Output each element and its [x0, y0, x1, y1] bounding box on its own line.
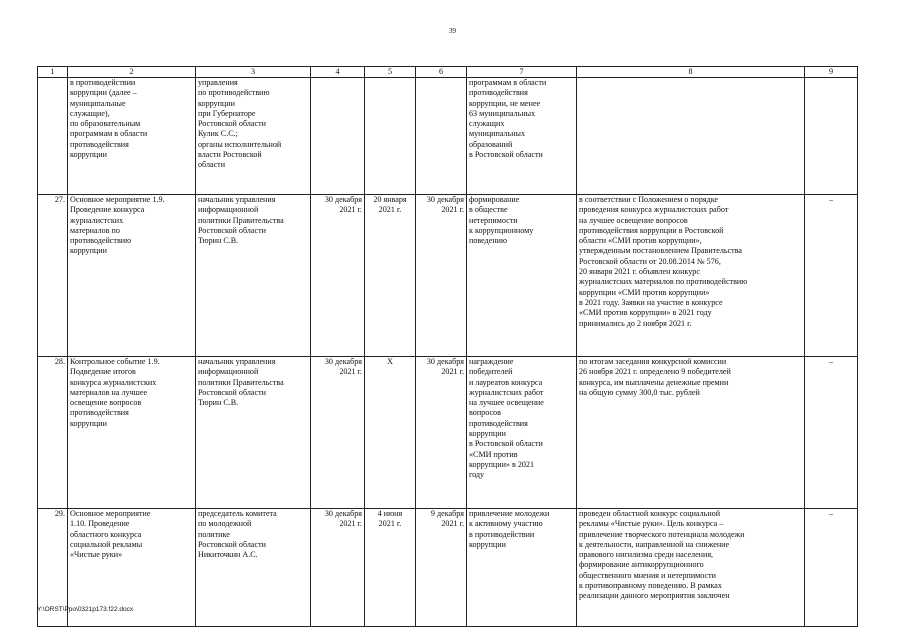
- table-cell-c2: [68, 195, 196, 357]
- cell-text-line: Х: [387, 357, 393, 366]
- cell-text-line: «СМИ против коррупции» в 2021 году: [579, 308, 712, 318]
- cell-text-line: в 2021 году. Заявки на участие в конкурсе: [579, 297, 723, 307]
- cell-text-line: к противоправному поведению. В рамках: [579, 581, 722, 591]
- cell-text-line: коррупции: [469, 539, 506, 549]
- cell-text-line: Ростовской области: [198, 387, 266, 397]
- cell-text-line: муниципальных: [469, 129, 526, 139]
- cell-text-line: политики Правительства: [198, 377, 284, 387]
- cell-text-line: 28.: [54, 357, 65, 366]
- table-row: [38, 357, 858, 509]
- table-cell-c1: [38, 195, 68, 357]
- cell-text-line: 29.: [54, 509, 65, 518]
- table-cell-c9: [805, 78, 858, 195]
- cell-text-line: Подведение итогов: [70, 367, 136, 377]
- cell-text-line: утвержденным постановлением Правительства: [579, 246, 743, 256]
- table-cell-c6: [416, 357, 467, 509]
- cell-text-line: в Ростовской области: [469, 150, 543, 160]
- table-cell-c6: [416, 195, 467, 357]
- cell-text-line: управления: [198, 78, 238, 87]
- cell-text-line: Основное мероприятие: [70, 509, 151, 518]
- cell-text-line: журналистских работ: [469, 387, 544, 397]
- cell-text-line: информационной: [198, 367, 259, 377]
- cell-text-line: Основное мероприятие 1.9.: [70, 195, 165, 204]
- header-row: [38, 67, 858, 78]
- cell-text-line: Ростовской области от 20.08.2014 № 576,: [579, 256, 721, 266]
- cell-text-line: привлечение творческого потенциала молодежи: [579, 529, 745, 539]
- cell-text-line: привлечение молодежи: [469, 509, 550, 518]
- header-cell: 5: [365, 67, 416, 78]
- cell-text-line: коррупции: [198, 98, 235, 108]
- cell-text-line: коррупции, не менее: [469, 98, 541, 108]
- cell-text-line: при Губернаторе: [198, 108, 256, 118]
- table-cell-c7: [467, 357, 577, 509]
- table-cell-c3: [196, 78, 311, 195]
- cell-text-line: в противодействии: [70, 78, 136, 87]
- cell-text-line: по противодействию: [198, 88, 270, 98]
- cell-text-line: 30 декабря: [324, 195, 362, 204]
- cell-text-line: конкурса журналистских: [70, 377, 157, 387]
- cell-text-line: на лучшее освещение вопросов: [579, 215, 688, 225]
- table-cell-c3: [196, 195, 311, 357]
- cell-text-line: области «СМИ против коррупции»,: [579, 236, 702, 246]
- cell-text-line: политике: [198, 529, 230, 539]
- cell-text-line: председатель комитета: [198, 509, 277, 518]
- cell-text-line: к деятельности, направленной на снижение: [579, 539, 730, 549]
- cell-text-line: к активному участию: [469, 519, 543, 529]
- cell-text-line: противодействия коррупции в Ростовской: [579, 225, 724, 235]
- footer-file-path: Y:\ORST\Ppo\0321p173.f22.docx: [37, 606, 134, 613]
- cell-text-line: противодействия: [469, 418, 528, 428]
- table-cell-c5: [365, 509, 416, 627]
- cell-text-line: 2021 г.: [441, 519, 464, 529]
- cell-text-line: победителей: [469, 367, 513, 377]
- cell-text-line: Тюрин С.В.: [198, 398, 239, 408]
- cell-text-line: 4 июня: [377, 509, 403, 518]
- cell-text-line: на общую сумму 300,0 тыс. рублей: [579, 387, 700, 397]
- cell-text-line: программам в области: [469, 78, 547, 87]
- cell-text-line: правового нигилизма среди населения,: [579, 550, 714, 560]
- cell-text-line: Никиточкин А.С.: [198, 550, 258, 560]
- cell-text-line: журналистских: [70, 215, 124, 225]
- cell-text-line: «СМИ против: [469, 449, 518, 459]
- cell-text-line: принимались до 2 ноября 2021 г.: [579, 318, 692, 328]
- cell-text-line: журналистских материалов по противодействию: [579, 277, 748, 287]
- header-cell: 1: [38, 67, 68, 78]
- report-table: [37, 66, 858, 627]
- table-cell-c4: [311, 509, 365, 627]
- cell-text-line: проведен областной конкурс социальной: [579, 509, 721, 518]
- cell-text-line: социальной рекламы: [70, 539, 143, 549]
- cell-text-line: Проведение конкурса: [70, 205, 145, 215]
- header-cell: 9: [805, 67, 858, 78]
- table-cell-c8: [577, 509, 805, 627]
- cell-text-line: муниципальные: [70, 98, 126, 108]
- cell-text-line: к коррупционному: [469, 225, 534, 235]
- cell-text-line: реализации данного мероприятия заключен: [579, 591, 730, 601]
- table-cell-c3: [196, 357, 311, 509]
- header-cell: 7: [467, 67, 577, 78]
- cell-text-line: 30 декабря: [324, 357, 362, 366]
- cell-text-line: противодействию: [70, 236, 132, 246]
- cell-text-line: 2021 г.: [378, 205, 402, 215]
- cell-text-line: рекламы «Чистые руки». Цель конкурса –: [579, 519, 724, 529]
- cell-text-line: 2021 г.: [378, 519, 402, 529]
- cell-text-line: коррупции «СМИ против коррупции»: [579, 287, 710, 297]
- table-cell-c9: [805, 509, 858, 627]
- table-row: [38, 509, 858, 627]
- table-row: [38, 78, 858, 195]
- table-cell-c8: [577, 357, 805, 509]
- cell-text-line: образований: [469, 139, 513, 149]
- cell-text-line: политики Правительства: [198, 215, 284, 225]
- cell-text-line: противодействия: [469, 88, 528, 98]
- cell-text-line: власти Ростовской: [198, 150, 262, 160]
- cell-text-line: по итогам заседания конкурсной комиссии: [579, 357, 727, 366]
- header-cell: 2: [68, 67, 196, 78]
- cell-text-line: 63 муниципальных: [469, 108, 536, 118]
- cell-text-line: начальник управления: [198, 195, 276, 204]
- cell-text-line: поведению: [469, 236, 508, 246]
- cell-text-line: освещение вопросов: [70, 398, 142, 408]
- cell-text-line: областного конкурса: [70, 529, 142, 539]
- cell-text-line: и лауреатов конкурса: [469, 377, 543, 387]
- cell-text-line: программам в области: [70, 129, 148, 139]
- cell-text-line: 30 декабря: [426, 195, 464, 204]
- cell-text-line: «Чистые руки»: [70, 550, 123, 560]
- cell-text-line: коррупции: [469, 429, 506, 439]
- table-cell-c8: [577, 78, 805, 195]
- page-number: 39: [449, 27, 456, 35]
- table-cell-c4: [311, 195, 365, 357]
- cell-text-line: нетерпимости: [469, 215, 518, 225]
- table-cell-c7: [467, 509, 577, 627]
- header-cell: 6: [416, 67, 467, 78]
- header-cell: 4: [311, 67, 365, 78]
- cell-text-line: коррупции: [70, 246, 107, 256]
- table-cell-c1: [38, 357, 68, 509]
- cell-text-line: области: [198, 160, 226, 170]
- table-cell-c9: [805, 195, 858, 357]
- table-cell-c6: [416, 509, 467, 627]
- cell-text-line: Контрольное событие 1.9.: [70, 357, 160, 366]
- cell-text-line: в Ростовской области: [469, 439, 543, 449]
- cell-text-line: формирование антикоррупционного: [579, 560, 704, 570]
- table-cell-c9: [805, 357, 858, 509]
- cell-text-line: коррупции (далее –: [70, 88, 137, 98]
- table-cell-c4: [311, 78, 365, 195]
- table-cell-c6: [416, 78, 467, 195]
- cell-text-line: противодействия: [70, 408, 129, 418]
- cell-text-line: материалов по: [70, 225, 120, 235]
- cell-text-line: –: [828, 195, 834, 204]
- cell-text-line: материалов на лучшее: [70, 387, 148, 397]
- cell-text-line: году: [469, 470, 485, 480]
- cell-text-line: проведения конкурса журналистских работ: [579, 205, 729, 215]
- cell-text-line: на лучшее освещение: [469, 398, 544, 408]
- cell-text-line: в противодействии: [469, 529, 535, 539]
- cell-text-line: коррупции: [70, 418, 107, 428]
- cell-text-line: Ростовской области: [198, 119, 266, 129]
- table-cell-c5: [365, 357, 416, 509]
- cell-text-line: Тюрин С.В.: [198, 236, 239, 246]
- header-cell: 8: [577, 67, 805, 78]
- cell-text-line: 30 декабря: [426, 357, 464, 366]
- table-cell-c2: [68, 78, 196, 195]
- cell-text-line: противодействия: [70, 139, 129, 149]
- cell-text-line: коррупции» в 2021: [469, 459, 535, 469]
- cell-text-line: 2021 г.: [339, 519, 362, 529]
- cell-text-line: в обществе: [469, 205, 508, 215]
- cell-text-line: 1.10. Проведение: [70, 519, 130, 529]
- cell-text-line: информационной: [198, 205, 259, 215]
- cell-text-line: служащие),: [70, 108, 110, 118]
- table-cell-c7: [467, 195, 577, 357]
- cell-text-line: 2021 г.: [441, 205, 464, 215]
- cell-text-line: Ростовской области: [198, 225, 266, 235]
- table-cell-c4: [311, 357, 365, 509]
- cell-text-line: 30 декабря: [324, 509, 362, 518]
- cell-text-line: 26 ноября 2021 г. определено 9 победителей: [579, 367, 731, 377]
- cell-text-line: –: [828, 509, 834, 518]
- table-row: [38, 195, 858, 357]
- cell-text-line: 20 января 2021 г. объявлен конкурс: [579, 267, 700, 277]
- cell-text-line: 2021 г.: [339, 205, 362, 215]
- cell-text-line: –: [828, 357, 834, 366]
- table-cell-c3: [196, 509, 311, 627]
- cell-text-line: 27.: [54, 195, 65, 204]
- cell-text-line: конкурса, им выплачены денежные премии: [579, 377, 729, 387]
- cell-text-line: Кулик С.С.;: [198, 129, 238, 139]
- cell-text-line: 20 января: [373, 195, 407, 204]
- cell-text-line: по молодежной: [198, 519, 252, 529]
- cell-text-line: Ростовской области: [198, 539, 266, 549]
- cell-text-line: общественного мнения и нетерпимости: [579, 570, 716, 580]
- cell-text-line: формирование: [469, 195, 520, 204]
- cell-text-line: 2021 г.: [441, 367, 464, 377]
- header-cell: 3: [196, 67, 311, 78]
- table-cell-c5: [365, 195, 416, 357]
- cell-text-line: 9 декабря: [430, 509, 464, 518]
- table-cell-c8: [577, 195, 805, 357]
- table-cell-c7: [467, 78, 577, 195]
- cell-text-line: начальник управления: [198, 357, 276, 366]
- cell-text-line: коррупции: [70, 150, 107, 160]
- cell-text-line: по образовательным: [70, 119, 141, 129]
- cell-text-line: органы исполнительной: [198, 139, 282, 149]
- table-cell-c1: [38, 78, 68, 195]
- cell-text-line: 2021 г.: [339, 367, 362, 377]
- cell-text-line: в соответствии с Положением о порядке: [579, 195, 719, 204]
- table-cell-c2: [68, 357, 196, 509]
- table-cell-c5: [365, 78, 416, 195]
- cell-text-line: служащих: [469, 119, 505, 129]
- cell-text-line: вопросов: [469, 408, 501, 418]
- cell-text-line: награждение: [469, 357, 514, 366]
